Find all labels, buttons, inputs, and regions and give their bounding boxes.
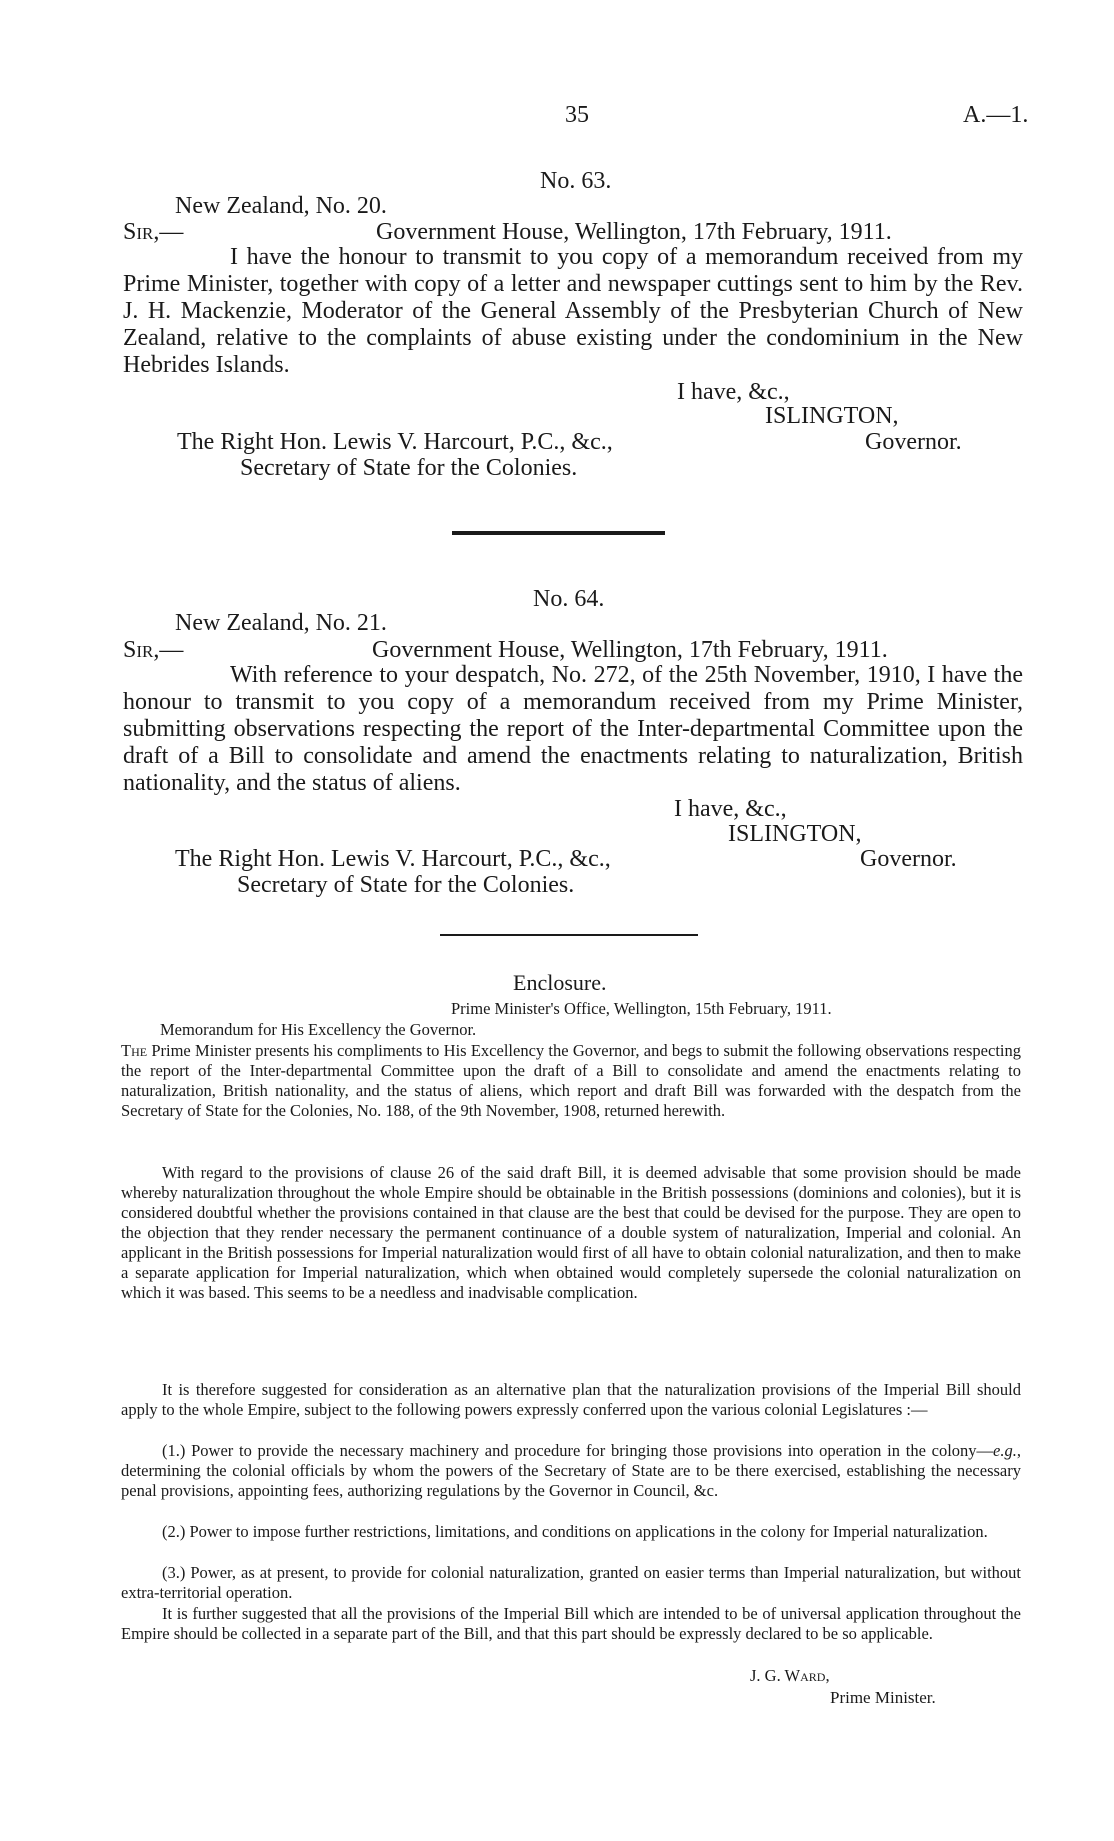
salutation: Sir,— [123,637,184,663]
place-date: Government House, Wellington, 17th February, 1911. [376,219,892,245]
closing: I have, &c., [677,379,790,405]
letter-body: I have the honour to transmit to you copy of a memorandum received from my Prime Minister, together with copy of a letter and newspaper cuttings sent to him by the Rev. J. H. Mackenzie, Moderator of the General Assembly of the Presbyterian Church of New Zealand, relative to the complaints of abuse existing under the condominium in the New Hebrides Islands. [123,244,1023,378]
governor-signature: ISLINGTON, [765,403,899,429]
enclosure-heading: Enclosure. [513,970,607,995]
letter-number: No. 63. [540,168,612,194]
memo-paragraph-text: Prime Minister presents his compliments to His Excellency the Governor, and begs to submit the following observations respecting the report of the Inter-departmental Committee upon the draft of a Bill to consolidate and amend the enactments relating to naturalization, British nationality, and the status of aliens, which report and draft Bill was forwarded with the despatch from the Secretary of State for the Colonies, No. 188, of the 9th November, 1908, returned herewith. [121,1041,1021,1120]
memo-list-item: (2.) Power to impose further restrictions, limitations, and conditions on applications in the colony for Imperial naturalization. [162,1522,988,1541]
letter-body: With reference to your despatch, No. 272, of the 25th November, 1910, I have the honour to transmit to you copy of a memorandum received from my Prime Minister, submitting observations respecting the report of the Inter-departmental Committee upon the draft of a Bill to consolidate and amend the enactments relating to naturalization, British nationality, and the status of aliens. [123,662,1023,796]
page-number: 35 [565,102,589,128]
addressee-office: Secretary of State for the Colonies. [240,455,578,481]
despatch-reference: New Zealand, No. 21. [175,610,387,636]
enclosure-place-date: Prime Minister's Office, Wellington, 15th February, 1911. [451,999,832,1018]
memo-title: Memorandum for His Excellency the Governor. [160,1020,477,1039]
place-date: Government House, Wellington, 17th February, 1911. [372,637,888,663]
document-reference: A.—1. [963,102,1029,128]
addressee-name: The Right Hon. Lewis V. Harcourt, P.C., &c., [177,429,613,455]
governor-signature: ISLINGTON, [728,821,862,847]
list-item-text: (1.) Power to provide the necessary machinery and procedure for bringing those provisions into operation in the colony— [162,1441,994,1460]
memo-list-item: (3.) Power, as at present, to provide for colonial naturalization, granted on easier terms than Imperial naturalization, but without extra-territorial operation. [121,1563,1021,1602]
section-divider [440,934,698,936]
memo-paragraph: It is therefore suggested for consideration as an alternative plan that the naturalization provisions of the Imperial Bill should apply to the whole Empire, subject to the following powers expressly conferred upon the various colonial Legislatures :— [121,1380,1021,1419]
addressee-office: Secretary of State for the Colonies. [237,872,575,898]
signer-title: Governor. [865,429,962,455]
salutation: Sir,— [123,219,184,245]
addressee-name: The Right Hon. Lewis V. Harcourt, P.C., &c., [175,846,611,872]
list-item-text: , determining the colonial officials by whom the powers of the Secretary of State are to be there exercised, establishing the necessary penal provisions, appointing fees, authorizing regulations by the Governor in Council, &c. [121,1441,1021,1500]
list-item-emphasis: e.g. [993,1441,1017,1460]
memo-paragraph: With regard to the provisions of clause 26 of the said draft Bill, it is deemed advisable that some provision should be made whereby naturalization throughout the whole Empire should be obtainable in the British possessions (dominions and colonies), but it is considered doubtful whether the provisions contained in that clause are the best that could be devised for the purpose. They are open to the objection that they render necessary the permanent continuance of a double system of naturalization, Imperial and colonial. An applicant in the British possessions for Imperial naturalization would first of all have to obtain colonial naturalization, and then to make a separate application for Imperial naturalization, which when obtained would completely supersede the colonial naturalization on which it was based. This seems to be a needless and inadvisable complication. [121,1163,1021,1302]
despatch-reference: New Zealand, No. 20. [175,193,387,219]
memo-paragraph [121,1041,1021,1121]
letter-number: No. 64. [533,586,605,612]
memo-list-item [121,1441,1021,1501]
section-divider [452,531,665,535]
memo-paragraph: It is further suggested that all the provisions of the Imperial Bill which are intended to be of universal application throughout the Empire should be collected in a separate part of the Bill, and that this part should be expressly declared to be so applicable. [121,1604,1021,1643]
signer-title: Prime Minister. [830,1688,936,1707]
prime-minister-signature: J. G. Ward, [750,1666,830,1685]
signer-title: Governor. [860,846,957,872]
memo-paragraph-lead: The [121,1041,148,1060]
closing: I have, &c., [674,796,787,822]
